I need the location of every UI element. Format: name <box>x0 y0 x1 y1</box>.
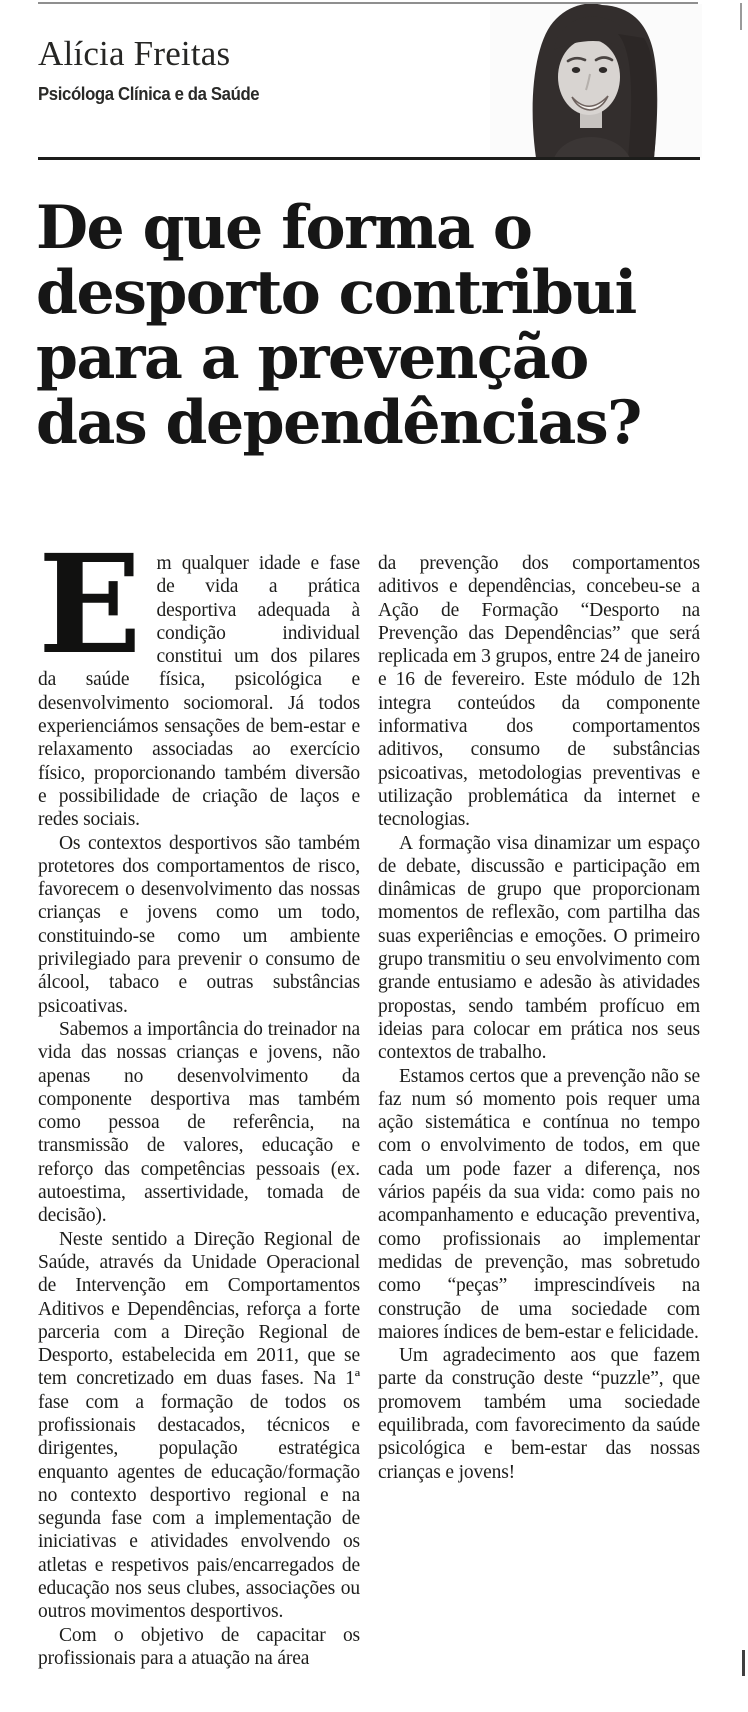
paragraph: A formação visa dinamizar um espaço de debate, discussão e participação em dinâmicas de grupo que proporcionam momentos de reflexão, com partilha das suas experiências e emoções. O primeiro grupo transmitiu o seu envolvimento com grande entusiamo e adesão às atividades propostas, sendo também profícuo em ideias para colocar em prática nos seus contextos de trabalho. <box>378 832 700 1064</box>
drop-cap: E <box>38 552 142 685</box>
article-body <box>0 552 748 1712</box>
article-column-2 <box>378 552 700 1484</box>
headline-line-1: De que forma o <box>36 193 532 263</box>
scan-edge-mark-top <box>740 3 742 30</box>
paragraph: Os contextos desportivos são também protetores dos comportamentos de risco, favorecem o desenvolvimento das nossas crianças e jovens como um todo, constituindo-se como um ambiente privilegiado para prevenir o consumo de álcool, tabaco e outras substâncias psicoativas. <box>38 832 360 1017</box>
paragraph: Estamos certos que a prevenção não se faz num só momento pois requer uma ação sistemática e contínua no tempo com o envolvimento de todos, em que cada um pode fazer a diferença, nos vários papéis da sua vida: como pais no acompanhamento e educação preventiva, como profissionais ao implementar medidas de prevenção, mas sobretudo como “peças” imprescindíveis na construção de uma sociedade com maiores índices de bem-estar e felicidade. <box>378 1065 700 1343</box>
scan-edge-mark-bottom <box>742 1650 745 1676</box>
paragraph-continuation: da prevenção dos comportamentos aditivos e dependências, concebeu-se a Ação de Formação “Desporto na Prevenção das Dependências” que será replicada em 3 grupos, entre 24 de janeiro e 16 de fevereiro. Este módulo de 12h integra conteúdos da componente informativa dos comportamentos aditivos, consumo de substâncias psicoativas, metodologias preventivas e utilização problemática da internet e tecnologias. <box>378 553 700 831</box>
headline-line-3: para a prevenção <box>36 323 588 393</box>
author-portrait-photo <box>490 4 702 158</box>
woman-portrait-illustration <box>490 4 702 158</box>
paragraph-lead <box>38 552 360 832</box>
author-role: Psicóloga Clínica e da Saúde <box>38 84 260 104</box>
headline-line-4: das dependências? <box>36 388 641 458</box>
header-rule <box>38 157 700 160</box>
paragraph: Neste sentido a Direção Regional de Saúde, através da Unidade Operacional de Intervenção em Comportamentos Aditivos e Dependências, reforça a forte parceria com a Direção Regional de Desporto, estabelecida em 2011, que se tem concretizado em duas fases. Na 1ª fase com a formação de todos os profissionais destacados, técnicos e dirigentes, população estratégica enquanto agentes de educação/formação no contexto desportivo regional e na segunda fase com a implementação de iniciativas e atividades envolvendo os atletas e respetivos pais/encarregados de educação nos seus clubes, associações ou outros movimentos desportivos. <box>38 1228 360 1623</box>
paragraph: Com o objetivo de capacitar os profissionais para a atuação na área <box>38 1624 360 1669</box>
author-name: Alícia Freitas <box>38 34 231 73</box>
headline <box>36 193 716 458</box>
paragraph: Sabemos a importância do treinador na vida das nossas crianças e jovens, não apenas no desenvolvimento da componente desportiva mas também como pessoa de referência, na transmissão de valores, educação e reforço das competências pessoais (ex. autoestima, assertividade, tomada de decisão). <box>38 1018 360 1227</box>
paragraph: Um agradecimento aos que fazem parte da construção deste “puzzle”, que promovem também uma sociedade equilibrada, com favorecimento da saúde psicológica e bem-estar das nossas crianças e jovens! <box>378 1345 700 1483</box>
headline-line-2: desporto contribui <box>36 258 636 328</box>
paragraph-lead-text: m qualquer idade e fase de vida a prática desportiva adequada à condição individual constitui um dos pilares da saúde física, psicológica e desenvolvimento sociomoral. Já todos experienciámos sensações de bem-estar e relaxamento associadas ao exercício físico, proporcionando também diversão e possibilidade de criação de laços e redes sociais. <box>38 553 360 831</box>
article-column-1 <box>38 552 360 1670</box>
